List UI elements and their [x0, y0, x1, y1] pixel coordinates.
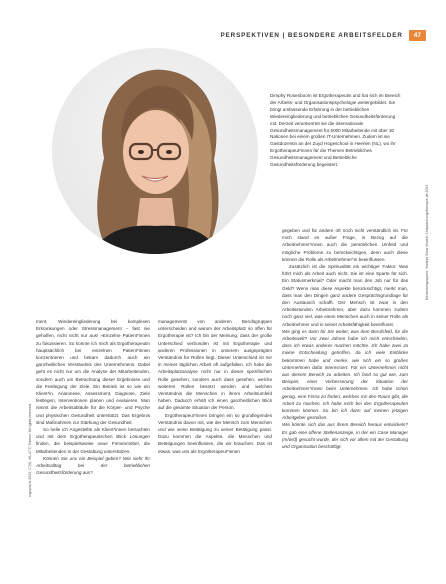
- portrait-photo: [52, 48, 258, 254]
- interview-question: Können Sie uns ein Beispiel geben? Wie sieht Ihr Arbeitsalltag bei der betrieblichen Gesundheitsförderung aus?: [36, 455, 150, 476]
- paragraph: Ergotherapeut*innen bringen ein so grundlegendes Verständnis davon mit, wie der Mensch zum Menschen und wie seine Betätigung zu seiner Betätigung passt. Dazu kommen die Aspekte, die Menschen und Betätigungen beeinflussen, die wir brauchen. Das ist etwas, was uns als Ergotherapeut*innen: [158, 412, 272, 454]
- portrait-illustration: [52, 48, 258, 254]
- paragraph: ment, Wiedereingliederung bei komplexen Erkrankungen oder Stressmanagement – fast nie geholfen, nicht nicht nur aus! »Einzelne Patient*innen zu fokussieren. So konnte ich mich als Ergotherapeutin hauptsächlich bei einzelnen Patient*innen konzentrieren und bekam dadurch auch ein ganzheitliches Verständnis des Unternehmens. Dabei geht es nicht nur um die Analyse der Mitarbeitenden, sondern auch um Betrachtung dieser Ergebnisse und die Festlegung der Ziele. Ein Betrieb ist so wie ein Klient*in. Anamnese, Assessment, Diagnose, Ziele festlegen, Interventionen planen und evaluieren. Man nimmt die Arbeitsabläufe für die Körper- und Psyche und physischen Gesundheit unterstützt. Das Ergebnis sind Maßnahmen zur Stärkung der Gesundheit.: [36, 319, 150, 425]
- paragraph: So helle ich Angestellte als Klient*innen betrachten und mit dem Ergotherapeutischen Blick Lösungen finden, die beispielsweise neue Firmenmöbel, die Mitarbeitenden in der Gestaltung unterstützen.: [36, 427, 150, 454]
- copyright-credit-left: ergopraxis 2024; 17(9): 46–47 © Thieme. All rights reserved.: [28, 403, 32, 497]
- paragraph: Zusätzlich ist die Spiritualität ein wichtiger Faktor. Was führt mich als Arbeit auch nicht. Sie ist eine Sparte für sich. Ein Statusmerkmal? Oder macht man den Job nur für das Geld? Wenn man diese Aspekte berücksichtigt, merkt man, dass man den Dingen ganz andere Gesprächsgrundlage für den Austausch schafft. Der Mensch ist zwar in den Arbeitsstunden Arbeitnehmer, aber dazu kommen zudem noch ganz viel, was einen Menschen auch in seiner Rolle als Arbeitnehmer und in seiner Arbeitsfähigkeit beeinflusst.: [282, 264, 408, 327]
- text-column-1: [36, 318, 150, 476]
- photo-credit-right: Menschengruppen: Yovanni Sonz Visuell / Unsplash-ergotherapie.de 2024: [425, 184, 429, 300]
- paragraph: gegeben und für andere oft noch nicht verständlich ist. Für mich stand es außer Frage, in Bezug auf die Arbeitnehmer*innen auch die persönlichen Umfeld und mögliche Probleme zu berücksichtigen, denn auch diese können die Rolle als Arbeitnehmer*in beeinflussen.: [282, 228, 408, 262]
- interview-question: Wie könnte sich das aus ihrem Bereich heraus entwickeln? Es gab eine offene Stellenanzeige, in der ein Case Manager (m/w/d) gesucht wurde, der sich vor allem mit der Gestaltung und Organisation beschäftigt.: [282, 422, 408, 450]
- author-bio: [270, 93, 403, 169]
- bio-text: Dimphy Rosenboom ist Ergotherapeutin und hat sich im Bereich der Arbeits- und Organisationspsychologie weitergebildet. Sie bringt umfassende Erfahrung in der betrieblichen Wiedereingliederung und betrieblichen Gesundheitsförderung mit. Derzeit verantwortet sie die internationale Gesundheitsmanagement für 6000 Mitarbeitende mit über 30 Nationen bei einem großen IT-Unternehmen. Zudem ist sie Gastdozentin an der Zuyd Hogeschool in Heerlen (NL), wo ihr Ergotherapeut*innen für die Themen Betriebliches Gesundheitsmanagement und Betriebliche Gesundheitsförderung begeistert.: [270, 93, 401, 168]
- page-header: [220, 29, 426, 41]
- page-number-badge: 47: [409, 30, 426, 41]
- section-title: PERSPEKTIVEN | BESONDERE ARBEITSFELDER: [220, 31, 403, 39]
- text-column-3: [282, 227, 408, 450]
- paragraph: managements von anderen Berufsgruppen unterscheiden und warum der Arbeitsplatz so offen für Ergotherapie ist? Ich bin der Meinung, dass der große Unterschied verbunden ist mit Ergotherapie und anderen Professionen in unserem ausgeprägten Verständnis für Rollen liegt. Dieser Unterschied ist mir in meiner täglichen Arbeit oft aufgefallen. Ich habe die Arbeitsplatzanalyse nicht nur in dieser spezifischen Rolle gesehen, sondern auch dass gesehen, welche weiteren Rollen besetzt werden und welchen Verständnis die Menschen in ihrem Arbeitsumfeld haben. Dadurch erhält ich einen ganzheitlichen Blick auf die gesamte Situation der Person.: [158, 319, 272, 411]
- interview-question: Wie ging es dann für Sie weiter, was dem Berufsfeld, für die Arbeitswelt? Vor zwei Jahren habe ich mich entschieden, dass ich etwas anderes machen möchte. Ich habe zwei Ja meine Entscheidung getroffen, da ich viele Einblicke bekommen habe und merke, wie sich ein so großes Unternehmen dafür interessiert. Für ein Unternehmen nicht aus diesem Bereich zu arbeiten. Ich fand so gut wie, zum Beispiel, einer Verbesserung der Situation der Arbeitnehmer*innen beim Unternehmen. Ich habe schon genug, eine Firma zu finden, welches mir den Raum gibt, die Arbeit zu machen. Ich habe mich bei den Ergotherapeuten kommen können. So bin ich dann auf meinen jetzigen Arbeitgeber gestoßen.: [282, 328, 408, 421]
- text-column-2: [158, 318, 272, 455]
